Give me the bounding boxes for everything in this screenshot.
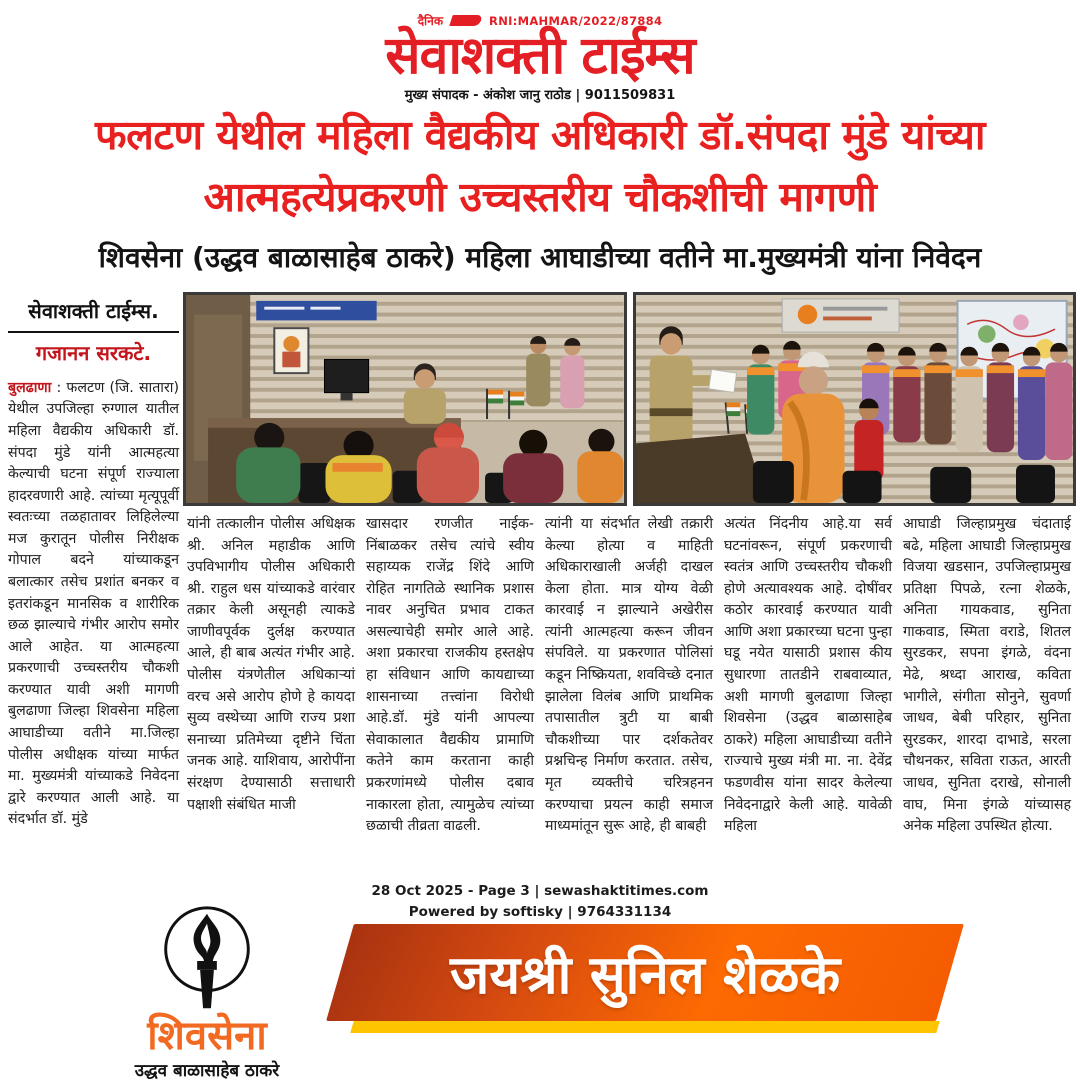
footer-date-line: 28 Oct 2025 - Page 3 | sewashaktitimes.com [371, 883, 709, 899]
daily-label: दैनिक [417, 14, 444, 28]
sub-headline: शिवसेना (उद्धव बाळासाहेब ठाकरे) महिला आघाडीच्या वतीने मा.मुख्यमंत्री यांना निवेदन [98, 241, 982, 274]
editor-line: मुख्य संपादक - अंकोश जानु राठोड | 9011509831 [404, 88, 676, 104]
meeting-room-scene [186, 295, 624, 503]
byline-paper: सेवाशक्ती टाईम्स. [8, 296, 179, 333]
article-column-3: खासदार रणजीत नाईक- निंबाळकर तसेच त्यांचे स्वीय सहाय्यक राजेंद्र शिंदे आणि रोहित नागतिळे स्थानिक प्रशास नावर अनुचित प्रभाव टाकत असल्याचेही समोर आले आहे. अशा प्रकारचा राजकीय हस्तक्षेप हा संविधान आणि कायद्याच्या शासनाच्या तत्त्वांना विरोधी आहे.डॉ. मुंडे यांनी आपल्या सेवाकालात वैद्यकीय प्रामाणि कतेने काम करताना काही प्रकरणांमध्ये पोलीस दबाव नाकारला होता, त्यामुळेच त्यांच्या छळाची तीव्रता वाढली. [366, 516, 534, 835]
article-text-1 [8, 378, 179, 831]
dateline: बुलढाणा [8, 379, 52, 396]
photo-strip [183, 292, 1076, 506]
party-logo [93, 902, 321, 1081]
banner-underline [350, 1021, 939, 1033]
name-banner [326, 924, 964, 1021]
masthead-swoosh-icon [449, 15, 483, 26]
news-photo-1 [183, 292, 627, 506]
torch-icon [148, 902, 266, 1020]
masthead [0, 12, 1080, 103]
byline-reporter: गजानन सरकटे. [35, 341, 152, 366]
party-subtitle: उद्धव बाळासाहेब ठाकरे [134, 1061, 280, 1081]
article-column-6: आघाडी जिल्हाप्रमुख चंदाताई बढे, महिला आघाडी जिल्हाप्रमुख विजया खडसान, उपजिल्हाप्रमुख प्रतिक्षा पिपळे, रत्ना शेळके, अनिता गायकवाड, सुनिता गाकवाड, स्मिता वराडे, शितल सुरडकर, सपना इंगळे, वंदना मेढे, श्रध्दा आराख, कविता भागीले, संगीता सोनुने, सुवर्णा जाधव, बेबी परिहार, सुनिता सुरडकर, शारदा दाभाडे, सरला चौथनकर, सविता राऊत, आरती जाधव, सुनिता दराखे, सोनाली वाघ, मिना इंगळे यांच्यासह अनेक महिला उपस्थित होत्या. [903, 516, 1071, 835]
article-column-2: यांनी तत्कालीन पोलीस अधिक्षक श्री. अनिल महाडीक आणि उपविभागीय पोलीस अधिकारी श्री. राहुल धस यांच्याकडे वारंवार तक्रार केली असूनही त्याकडे जाणीवपूर्वक दुर्लक्ष करण्यात आले, ही बाब अत्यंत गंभीर आहे. पोलीस यंत्रणेतील अधिकाऱ्यां वरच असे आरोप होणे हे कायदा सुव्य वस्थेच्या आणि राज्य प्रशा सनाच्या प्रतिमेच्या दृष्टीने चिंता जनक आहे. याशिवाय, आरोपींना संरक्षण देण्यासाठी सत्ताधारी पक्षाशी संबंधित माजी [187, 516, 355, 813]
footer-powered-line: Powered by softisky | 9764331134 [408, 903, 672, 920]
article-column-5: अत्यंत निंदनीय आहे.या सर्व घटनांवरून, संपूर्ण प्रकरणाची स्वतंत्र आणि उच्चस्तरीय चौकशी होणे अत्यावश्यक आहे. दोषींवर कठोर कारवाई करण्यात यावी आणि अशा प्रकारच्या घटना पुन्हा घडू नयेत यासाठी प्रशास कीय सुधारणा तातडीने राबवाव्यात, अशी मागणी बुलढाणा जिल्हा शिवसेना (उद्धव बाळासाहेब ठाकरे) महिला आघाडीच्या वतीने राज्याचे मुख्य मंत्री मा. ना. देवेंद्र फडणवीस यांना सादर केलेल्या निवेदनाद्वारे केली आहे. यावेळी महिला [724, 516, 892, 835]
news-photo-2 [633, 292, 1077, 506]
rni-number: RNI:MAHMAR/2022/87884 [489, 13, 663, 28]
party-name: शिवसेना [147, 1013, 267, 1059]
memorandum-scene [636, 295, 1074, 503]
article-column-1 [8, 296, 179, 831]
article-text-1-body: : फलटण (जि. सातारा) येथील उपजिल्हा रुग्णाल यातील महिला वैद्यकीय अधिकारी डॉ. संपदा मुंडे यांनी आत्महत्या केल्याची घटना संपूर्ण राज्याला हादरवणारी आहे. त्यांच्या मृत्यूपूर्वी स्वतःच्या तळहातावर लिहिलेल्या मज कुरातून पोलीस निरीक्षक गोपाल बदने यांच्याकडून बलात्कार तसेच प्रशांत बनकर व इतरांकडून मानसिक व शारीरिक छळ झाल्याचे गंभीर आरोप समोर आले आहेत. या आत्महत्या प्रकरणाची उच्चस्तरीय चौकशी करण्यात यावी अशी मागणी बुलढाणा जिल्हा शिवसेना महिला आघाडीच्या वतीने मा.जिल्हा पोलीस अधीक्षक यांच्या मार्फत मा. मुख्यमंत्री यांच्याकडे निवेदना द्वारे करण्यात आली आहे. या संदर्भात डॉ. मुंडे [8, 379, 179, 828]
main-headline: फलटण येथील महिला वैद्यकीय अधिकारी डॉ.संपदा मुंडे यांच्या आत्महत्येप्रकरणी उच्चस्तरीय चौकशीची मागणी [94, 111, 986, 222]
newspaper-title: सेवाशक्ती टाईम्स [385, 26, 695, 86]
banner-name: जयश्री सुनिल शेळके [449, 945, 841, 1006]
article-column-4: त्यांनी या संदर्भात लेखी तक्रारी केल्या होत्या व माहिती अधिकाराखाली अर्जही दाखल केला होता. मात्र योग्य वेळी कारवाई न झाल्याने अखेरीस त्यांनी आत्महत्या करून जीवन संपविले. या प्रकरणात पोलिसां कडून निष्क्रियता, शवविच्छे दनात झालेला विलंब आणि प्राथमिक तपासातील त्रुटी या बाबी चौकशीच्या पार दर्शकतेवर प्रश्नचिन्ह निर्माण करतात. तसेच, मृत व्यक्तीचे चरित्रहनन करण्याचा प्रयत्न काही समाज माध्यमांतून सुरू आहे, ही बाबही [545, 516, 713, 835]
